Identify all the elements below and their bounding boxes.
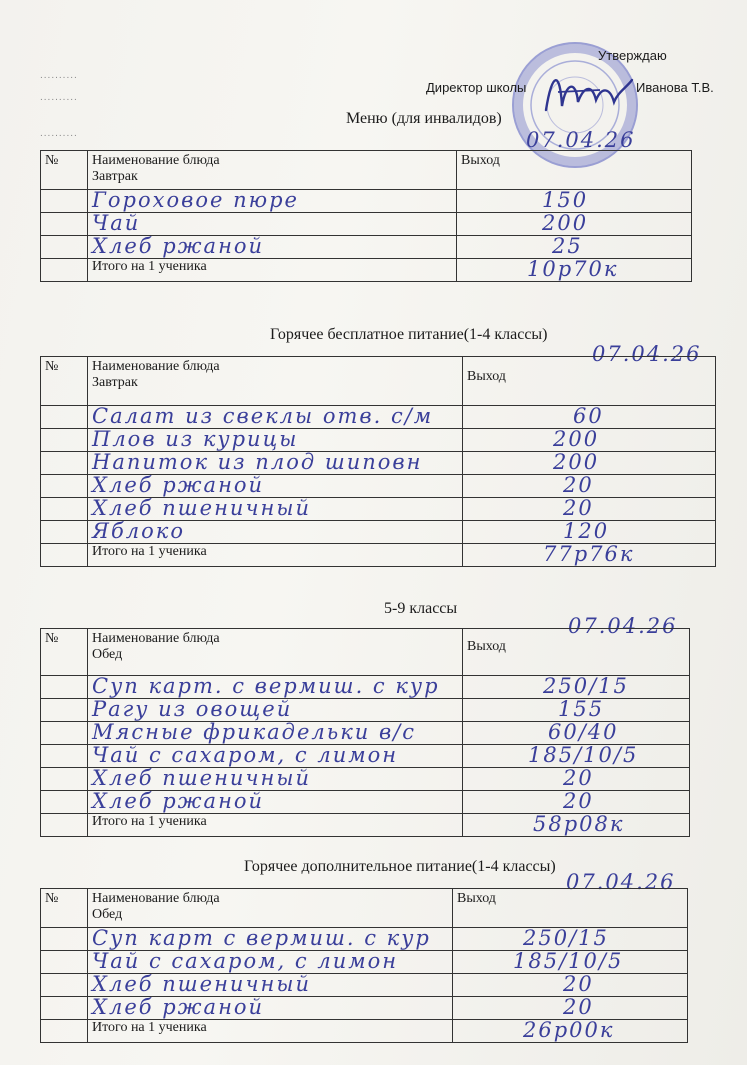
dish-output: 25 <box>457 236 692 259</box>
col-output: Выход <box>453 889 688 928</box>
table-row <box>41 521 716 544</box>
dish-output: 185/10/5 <box>453 951 688 974</box>
table-row <box>41 213 692 236</box>
margin-dots: .......... <box>40 128 78 139</box>
meal-label: Завтрак <box>92 375 138 390</box>
dish-output: 150 <box>457 190 692 213</box>
table-row <box>41 951 688 974</box>
menu-table <box>40 628 690 837</box>
table-row <box>41 768 690 791</box>
dish-output: 120 <box>463 521 716 544</box>
total-value: 26р00к <box>453 1020 688 1043</box>
dish-output: 250/15 <box>453 928 688 951</box>
director-signature <box>540 62 640 122</box>
dish-name: Хлеб ржаной <box>88 236 457 259</box>
menu-table <box>40 888 688 1043</box>
total-label: Итого на 1 ученика <box>88 1020 453 1043</box>
margin-dots: .......... <box>40 92 78 103</box>
table-row <box>41 974 688 997</box>
dish-name: Суп карт с вермиш. с кур <box>88 928 453 951</box>
table-row <box>41 791 690 814</box>
dish-name: Хлеб ржаной <box>88 791 463 814</box>
dish-name: Суп карт. с вермиш. с кур <box>88 676 463 699</box>
meal-label: Обед <box>92 647 123 662</box>
section-date: 07.04.26 <box>566 870 676 894</box>
table-row <box>41 997 688 1020</box>
dish-output: 20 <box>463 475 716 498</box>
table-row <box>41 429 716 452</box>
dish-name: Мясные фрикадельки в/с <box>88 722 463 745</box>
dish-name: Чай с сахаром, с лимон <box>88 745 463 768</box>
col-name <box>88 151 457 190</box>
dish-name: Гороховое пюре <box>88 190 457 213</box>
dish-name: Хлеб ржаной <box>88 475 463 498</box>
total-value: 77р76к <box>463 544 716 567</box>
col-name <box>88 357 463 406</box>
dish-name: Хлеб пшеничный <box>88 974 453 997</box>
margin-dots: .......... <box>40 70 78 81</box>
table-header-row <box>41 151 692 190</box>
table-header-row <box>41 889 688 928</box>
section-title: Горячее бесплатное питание(1-4 классы) <box>270 326 548 343</box>
dish-output: 200 <box>463 429 716 452</box>
dish-output: 20 <box>463 791 690 814</box>
table-row <box>41 722 690 745</box>
table-row <box>41 928 688 951</box>
total-row <box>41 259 692 282</box>
dish-name: Яблоко <box>88 521 463 544</box>
dish-output: 155 <box>463 699 690 722</box>
dish-name: Салат из свеклы отв. с/м <box>88 406 463 429</box>
dish-name: Хлеб пшеничный <box>88 768 463 791</box>
director-name: Иванова Т.В. <box>636 80 714 95</box>
dish-output: 20 <box>453 997 688 1020</box>
total-value: 10р70к <box>457 259 692 282</box>
table-row <box>41 699 690 722</box>
section-title: Горячее дополнительное питание(1-4 классы) <box>244 858 556 875</box>
dish-name: Хлеб ржаной <box>88 997 453 1020</box>
dish-name: Чай <box>88 213 457 236</box>
col-number: № <box>41 357 88 406</box>
table-row <box>41 498 716 521</box>
table-row <box>41 452 716 475</box>
table-row <box>41 475 716 498</box>
director-label: Директор школы <box>426 80 527 95</box>
table-header-row <box>41 357 716 406</box>
meal-label: Обед <box>92 907 123 922</box>
table-row <box>41 676 690 699</box>
col-output: Выход <box>463 357 716 406</box>
col-name-label: Наименование блюда <box>92 891 220 906</box>
col-name-label: Наименование блюда <box>92 359 220 374</box>
dish-output: 250/15 <box>463 676 690 699</box>
approve-label: Утверждаю <box>598 48 667 63</box>
dish-name: Чай с сахаром, с лимон <box>88 951 453 974</box>
menu-table <box>40 356 716 567</box>
table-row <box>41 406 716 429</box>
col-name-label: Наименование блюда <box>92 631 220 646</box>
menu-table <box>40 150 692 282</box>
col-output: Выход <box>457 151 692 190</box>
col-name <box>88 889 453 928</box>
dish-output: 20 <box>463 768 690 791</box>
col-name-label: Наименование блюда <box>92 153 220 168</box>
col-number: № <box>41 889 88 928</box>
total-row <box>41 814 690 837</box>
dish-output: 200 <box>463 452 716 475</box>
table-row <box>41 236 692 259</box>
table-row <box>41 745 690 768</box>
dish-name: Напиток из плод шиповн <box>88 452 463 475</box>
dish-output: 20 <box>463 498 716 521</box>
total-row <box>41 1020 688 1043</box>
total-value: 58р08к <box>463 814 690 837</box>
dish-output: 60 <box>463 406 716 429</box>
section-title: Меню (для инвалидов) <box>346 110 502 127</box>
section-title: 5-9 классы <box>384 600 458 617</box>
total-label: Итого на 1 ученика <box>88 259 457 282</box>
table-row <box>41 190 692 213</box>
col-number: № <box>41 629 88 676</box>
total-label: Итого на 1 ученика <box>88 814 463 837</box>
col-number: № <box>41 151 88 190</box>
meal-label: Завтрак <box>92 169 138 184</box>
dish-name: Хлеб пшеничный <box>88 498 463 521</box>
section-date: 07.04.26 <box>526 128 636 152</box>
dish-output: 60/40 <box>463 722 690 745</box>
table-header-row <box>41 629 690 676</box>
total-row <box>41 544 716 567</box>
dish-output: 200 <box>457 213 692 236</box>
section-date: 07.04.26 <box>592 342 702 366</box>
col-output: Выход <box>463 629 690 676</box>
dish-name: Плов из курицы <box>88 429 463 452</box>
total-label: Итого на 1 ученика <box>88 544 463 567</box>
dish-output: 185/10/5 <box>463 745 690 768</box>
col-name <box>88 629 463 676</box>
section-date: 07.04.26 <box>568 614 678 638</box>
dish-output: 20 <box>453 974 688 997</box>
dish-name: Рагу из овощей <box>88 699 463 722</box>
